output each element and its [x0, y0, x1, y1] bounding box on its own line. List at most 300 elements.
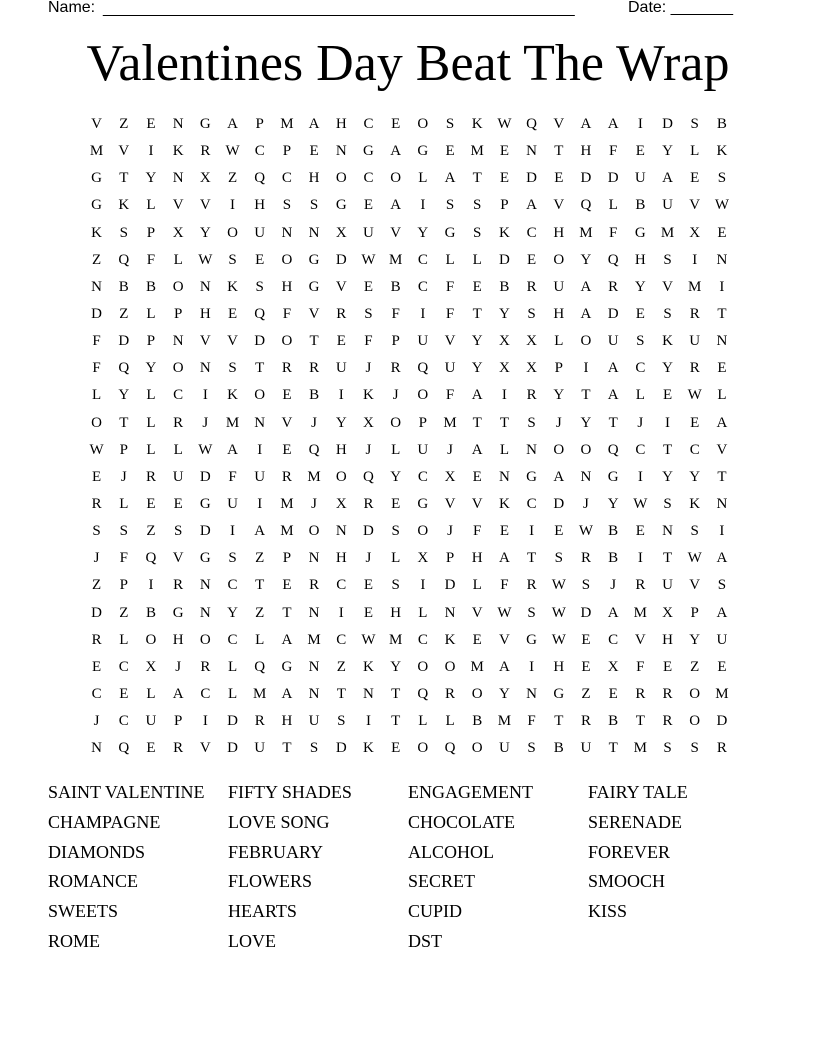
grid-letter: L	[554, 333, 564, 350]
grid-letter: L	[146, 305, 156, 322]
grid-letter: G	[172, 604, 184, 621]
grid-letter: V	[227, 333, 238, 350]
grid-letter: E	[499, 143, 509, 160]
grid-letter: E	[445, 143, 455, 160]
grid-letter: S	[391, 577, 400, 594]
grid-letter: N	[444, 604, 456, 621]
grid-letter: S	[309, 197, 319, 214]
grid-letter: C	[526, 224, 537, 241]
grid-letter: D	[91, 604, 103, 621]
grid-letter: W	[714, 197, 729, 214]
grid-letter: T	[608, 414, 618, 431]
grid-letter: J	[93, 550, 100, 567]
grid-letter: L	[92, 387, 102, 404]
grid-letter: K	[363, 658, 374, 675]
grid-letter: W	[687, 550, 702, 567]
grid-letter: B	[390, 278, 401, 295]
grid-letter: E	[227, 305, 238, 322]
grid-letter: C	[118, 713, 129, 730]
grid-letter: U	[716, 631, 728, 648]
grid-letter: O	[390, 414, 402, 431]
grid-letter: E	[309, 143, 319, 160]
grid-letter: C	[363, 116, 374, 132]
grid-letter: N	[308, 685, 320, 702]
grid-letter: U	[227, 495, 238, 512]
grid-letter: T	[391, 685, 401, 702]
grid-letter: E	[363, 577, 374, 594]
grid-letter: S	[255, 278, 264, 295]
grid-letter: Y	[580, 414, 592, 431]
grid-letter: I	[202, 713, 208, 730]
grid-letter: O	[580, 441, 592, 458]
grid-letter: T	[282, 740, 292, 757]
grid-letter: L	[608, 197, 618, 214]
grid-letter: J	[447, 441, 453, 458]
grid-letter: Y	[498, 305, 510, 322]
grid-letter: D	[607, 305, 619, 322]
grid-letter: D	[526, 170, 538, 187]
word-list-item: DIAMONDS	[48, 841, 146, 862]
grid-letter: Y	[199, 224, 211, 241]
word-list-item: LOVE SONG	[228, 811, 330, 832]
grid-letter: L	[119, 495, 129, 512]
grid-letter: Z	[92, 577, 102, 594]
grid-letter: E	[146, 495, 156, 512]
grid-letter: V	[444, 333, 456, 350]
grid-letter: B	[635, 197, 646, 214]
grid-letter: C	[336, 577, 347, 594]
grid-letter: O	[172, 360, 184, 377]
grid-letter: M	[660, 224, 675, 241]
grid-letter: Q	[254, 658, 266, 675]
grid-letter: R	[173, 414, 184, 431]
grid-letter: S	[527, 305, 536, 322]
grid-letter: O	[281, 333, 293, 350]
grid-letter: N	[199, 278, 211, 295]
grid-letter: N	[91, 740, 103, 757]
grid-letter: N	[580, 468, 592, 485]
grid-letter: E	[635, 143, 645, 160]
grid-letter: D	[580, 170, 592, 187]
grid-letter: H	[281, 278, 293, 295]
grid-letter: H	[335, 550, 347, 567]
grid-letter: E	[255, 251, 265, 268]
grid-letter: I	[637, 468, 643, 485]
grid-letter: Q	[145, 550, 157, 567]
grid-letter: X	[145, 658, 157, 675]
word-list-item: ENGAGEMENT	[408, 782, 533, 802]
grid-letter: B	[118, 278, 129, 295]
grid-letter: W	[198, 251, 213, 268]
grid-letter: G	[199, 116, 211, 132]
grid-letter: E	[119, 685, 129, 702]
grid-letter: N	[254, 414, 266, 431]
grid-letter: X	[526, 360, 538, 377]
grid-letter: C	[254, 143, 265, 160]
grid-letter: S	[554, 550, 563, 567]
grid-letter: R	[580, 713, 591, 730]
grid-letter: Z	[255, 550, 265, 567]
grid-letter: A	[254, 523, 266, 540]
grid-letter: X	[607, 658, 619, 675]
grid-letter: E	[282, 577, 292, 594]
grid-letter: C	[173, 387, 184, 404]
grid-letter: T	[717, 305, 727, 322]
grid-letter: L	[445, 251, 455, 268]
grid-letter: O	[417, 658, 429, 675]
grid-letter: N	[498, 468, 510, 485]
grid-letter: A	[172, 685, 184, 702]
grid-letter: R	[526, 577, 537, 594]
grid-letter: R	[390, 360, 401, 377]
grid-letter: V	[471, 495, 483, 512]
grid-letter: M	[89, 143, 104, 160]
grid-letter: N	[526, 685, 538, 702]
grid-letter: H	[308, 170, 320, 187]
grid-letter: C	[689, 441, 700, 458]
grid-letter: O	[417, 523, 429, 540]
grid-letter: H	[390, 604, 402, 621]
grid-letter: X	[689, 224, 701, 241]
grid-letter: P	[119, 441, 128, 458]
grid-letter: O	[471, 740, 483, 757]
word-list-item: FIFTY SHADES	[228, 782, 352, 802]
grid-letter: C	[608, 631, 619, 648]
grid-letter: G	[363, 143, 374, 160]
grid-letter: Y	[662, 143, 673, 160]
grid-letter: T	[581, 387, 591, 404]
grid-letter: B	[608, 713, 619, 730]
grid-letter: X	[335, 495, 347, 512]
grid-letter: O	[417, 387, 429, 404]
grid-letter: U	[308, 713, 320, 730]
grid-letter: N	[716, 251, 728, 268]
word-list-item: FAIRY TALE	[588, 782, 688, 802]
grid-letter: F	[527, 713, 536, 730]
grid-letter: Y	[634, 278, 646, 295]
grid-letter: Q	[118, 251, 130, 268]
grid-letter: Q	[254, 170, 266, 187]
grid-letter: B	[309, 387, 320, 404]
grid-letter: I	[148, 577, 154, 594]
grid-letter: T	[255, 360, 265, 377]
word-list-item: SERENADE	[588, 811, 682, 832]
grid-letter: E	[608, 685, 618, 702]
grid-letter: P	[282, 550, 292, 567]
grid-letter: M	[388, 251, 403, 268]
grid-letter: T	[527, 550, 537, 567]
word-list-item: SWEETS	[48, 901, 118, 922]
grid-letter: V	[335, 278, 347, 295]
grid-letter: G	[91, 197, 103, 214]
grid-letter: S	[473, 224, 482, 241]
grid-letter: F	[92, 360, 101, 377]
grid-letter: Q	[118, 740, 130, 757]
grid-letter: G	[526, 468, 538, 485]
grid-letter: N	[363, 685, 374, 702]
grid-letter: G	[526, 631, 538, 648]
grid-letter: J	[583, 495, 589, 512]
grid-letter: G	[308, 251, 320, 268]
grid-letter: J	[447, 523, 453, 540]
grid-letter: G	[417, 495, 429, 512]
grid-letter: I	[665, 414, 671, 431]
grid-letter: O	[254, 387, 266, 404]
grid-letter: H	[335, 116, 347, 132]
grid-letter: P	[500, 197, 509, 214]
grid-letter: X	[335, 224, 347, 241]
grid-letter: D	[227, 713, 238, 730]
grid-letter: E	[499, 170, 509, 187]
grid-letter: T	[119, 414, 129, 431]
grid-letter: M	[388, 631, 403, 648]
grid-letter: K	[498, 224, 510, 241]
grid-letter: S	[581, 577, 591, 594]
grid-letter: P	[391, 333, 400, 350]
grid-letter: W	[198, 441, 213, 458]
grid-letter: I	[148, 143, 154, 160]
grid-letter: N	[281, 224, 293, 241]
grid-letter: I	[583, 360, 589, 377]
word-list-item: FEBRUARY	[228, 841, 324, 862]
grid-letter: A	[607, 116, 619, 132]
grid-letter: N	[172, 333, 184, 350]
grid-letter: X	[662, 604, 673, 621]
grid-letter: E	[146, 740, 156, 757]
grid-letter: S	[445, 197, 455, 214]
grid-letter: W	[578, 523, 594, 540]
grid-letter: P	[554, 360, 563, 377]
grid-letter: C	[227, 577, 238, 594]
grid-letter: N	[526, 441, 538, 458]
grid-letter: V	[281, 414, 293, 431]
grid-letter: E	[472, 631, 482, 648]
grid-letter: G	[199, 550, 211, 567]
grid-letter: V	[553, 197, 565, 214]
grid-letter: U	[335, 360, 347, 377]
grid-letter: R	[281, 468, 292, 485]
grid-letter: C	[417, 278, 428, 295]
grid-letter: A	[471, 387, 483, 404]
grid-letter: O	[471, 685, 483, 702]
grid-letter: P	[255, 116, 264, 132]
grid-letter: G	[335, 197, 347, 214]
grid-letter: L	[418, 713, 428, 730]
grid-letter: M	[280, 116, 294, 132]
grid-letter: P	[445, 550, 455, 567]
grid-letter: R	[145, 468, 156, 485]
grid-letter: A	[607, 360, 619, 377]
grid-letter: G	[607, 468, 619, 485]
grid-letter: P	[418, 414, 428, 431]
grid-letter: Y	[498, 685, 510, 702]
grid-letter: K	[689, 495, 701, 512]
grid-letter: Q	[308, 441, 320, 458]
grid-letter: O	[335, 170, 347, 187]
grid-letter: A	[580, 305, 592, 322]
grid-letter: F	[500, 577, 509, 594]
grid-letter: E	[554, 523, 564, 540]
grid-letter: N	[308, 224, 320, 241]
grid-letter: P	[282, 143, 292, 160]
grid-letter: I	[719, 278, 725, 295]
grid-letter: I	[637, 550, 643, 567]
grid-letter: J	[365, 550, 372, 567]
grid-letter: A	[308, 116, 320, 132]
grid-letter: P	[173, 305, 183, 322]
grid-letter: M	[497, 713, 512, 730]
grid-letter: F	[364, 333, 373, 350]
grid-letter: N	[91, 278, 103, 295]
grid-letter: N	[199, 577, 211, 594]
grid-letter: S	[228, 251, 237, 268]
grid-letter: K	[498, 495, 510, 512]
grid-letter: T	[309, 333, 319, 350]
grid-letter: E	[717, 224, 727, 241]
grid-letter: R	[689, 360, 700, 377]
grid-letter: V	[199, 740, 211, 757]
grid-letter: S	[473, 197, 482, 214]
grid-letter: Z	[119, 305, 129, 322]
grid-letter: A	[281, 685, 293, 702]
grid-letter: K	[363, 740, 374, 757]
grid-letter: A	[390, 143, 402, 160]
grid-letter: R	[309, 577, 320, 594]
word-list	[48, 780, 768, 959]
grid-letter: Y	[417, 224, 429, 241]
date-label: Date: _______	[628, 0, 733, 16]
grid-letter: R	[91, 495, 102, 512]
grid-letter: R	[309, 360, 320, 377]
grid-letter: U	[662, 197, 673, 214]
word-list-item: SMOOCH	[588, 871, 666, 892]
grid-letter: A	[553, 468, 565, 485]
grid-letter: A	[444, 170, 456, 187]
grid-letter: C	[91, 685, 102, 702]
grid-letter: R	[716, 740, 727, 757]
grid-letter: T	[662, 550, 673, 567]
grid-letter: M	[688, 278, 702, 295]
grid-letter: Q	[607, 441, 619, 458]
grid-letter: R	[363, 495, 374, 512]
grid-letter: N	[716, 495, 728, 512]
grid-letter: H	[553, 305, 565, 322]
name-label: Name:	[48, 0, 96, 16]
grid-letter: U	[580, 740, 592, 757]
grid-letter: I	[338, 387, 344, 404]
grid-letter: O	[417, 740, 429, 757]
grid-letter: C	[635, 360, 646, 377]
word-list-item: SECRET	[408, 871, 476, 892]
grid-letter: E	[363, 604, 374, 621]
grid-letter: I	[529, 658, 535, 675]
grid-letter: B	[499, 278, 510, 295]
grid-letter: Z	[227, 170, 238, 187]
grid-letter: T	[554, 143, 564, 160]
grid-letter: I	[230, 197, 236, 214]
grid-letter: S	[717, 577, 727, 594]
grid-letter: R	[526, 278, 537, 295]
word-list-item: CHOCOLATE	[408, 811, 515, 832]
grid-letter: I	[365, 713, 371, 730]
grid-letter: T	[554, 713, 564, 730]
grid-letter: Z	[581, 685, 591, 702]
grid-letter: K	[662, 333, 673, 350]
grid-letter: L	[119, 631, 129, 648]
grid-letter: H	[634, 251, 646, 268]
grid-letter: Y	[118, 387, 130, 404]
grid-letter: R	[200, 143, 211, 160]
grid-letter: D	[607, 170, 619, 187]
grid-letter: O	[444, 658, 456, 675]
grid-letter: Y	[227, 604, 238, 621]
grid-letter: I	[420, 577, 426, 594]
grid-letter: B	[608, 550, 619, 567]
grid-letter: Y	[580, 251, 592, 268]
grid-letter: S	[663, 251, 672, 268]
grid-letter: A	[498, 550, 510, 567]
grid-letter: R	[254, 713, 265, 730]
grid-letter: R	[91, 631, 102, 648]
grid-letter: Y	[607, 495, 619, 512]
grid-letter: J	[365, 441, 372, 458]
grid-letter: G	[308, 278, 320, 295]
grid-letter: S	[173, 523, 183, 540]
grid-letter: F	[445, 387, 455, 404]
grid-letter: E	[336, 333, 346, 350]
grid-letter: F	[146, 251, 156, 268]
grid-letter: V	[308, 305, 320, 322]
grid-letter: I	[338, 604, 344, 621]
grid-letter: J	[637, 414, 644, 431]
grid-letter: P	[119, 577, 128, 594]
grid-letter: T	[472, 305, 482, 322]
grid-letter: S	[228, 550, 237, 567]
grid-letter: E	[92, 658, 102, 675]
grid-letter: J	[93, 713, 100, 730]
grid-letter: S	[445, 116, 455, 132]
grid-letter: V	[471, 604, 483, 621]
grid-letter: B	[553, 740, 564, 757]
grid-letter: Y	[335, 414, 347, 431]
grid-letter: W	[633, 495, 648, 512]
grid-letter: Q	[526, 116, 538, 132]
grid-letter: V	[689, 197, 701, 214]
grid-letter: A	[281, 631, 293, 648]
grid-letter: G	[553, 685, 565, 702]
grid-letter: Y	[390, 658, 402, 675]
grid-letter: D	[335, 251, 347, 268]
grid-letter: Q	[607, 251, 619, 268]
grid-letter: Q	[417, 360, 429, 377]
grid-letter: O	[308, 523, 320, 540]
grid-letter: U	[363, 224, 374, 241]
grid-letter: E	[554, 170, 564, 187]
grid-letter: U	[689, 333, 701, 350]
grid-letter: T	[472, 170, 482, 187]
grid-letter: S	[228, 360, 237, 377]
grid-letter: L	[146, 414, 156, 431]
grid-letter: T	[119, 170, 129, 187]
grid-letter: T	[608, 740, 618, 757]
grid-letter: K	[172, 143, 184, 160]
grid-letter: M	[579, 224, 593, 241]
grid-letter: L	[391, 550, 401, 567]
grid-letter: D	[498, 251, 510, 268]
grid-letter: E	[717, 658, 727, 675]
grid-letter: X	[498, 360, 510, 377]
grid-letter: V	[634, 631, 646, 648]
